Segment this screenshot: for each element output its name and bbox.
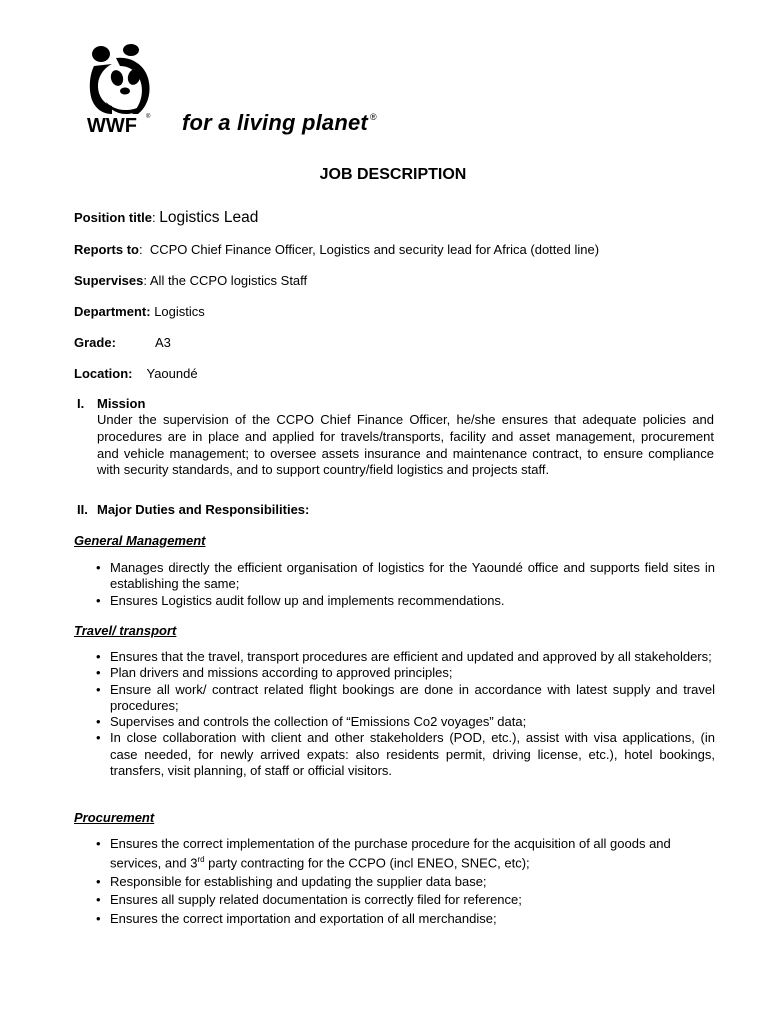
department-label: Department: (74, 304, 151, 319)
grade-label: Grade: (74, 335, 116, 350)
svg-text:®: ® (146, 114, 151, 120)
list-item: • Supervises and controls the collection of “Emissions Co2 voyages” data; (96, 714, 527, 730)
bullet-icon: • (96, 665, 101, 681)
list-item: • Ensures the correct implementation of the purchase procedure for the acquisition of all goods and services, and 3rd party contracting for the CCPO (incl ENEO, SNEC, etc); (96, 836, 671, 871)
bullet-icon: • (96, 873, 101, 889)
registered-mark: ® (369, 112, 377, 122)
grade-value: A3 (155, 335, 171, 350)
reports-to-field: Reports to: CCPO Chief Finance Officer, Logistics and security lead for Africa (dotted line) (74, 242, 600, 257)
position-field: Position title: Logistics Lead (74, 209, 259, 226)
bullet-icon: • (96, 592, 101, 608)
bullet-icon: • (96, 892, 101, 908)
section-heading-mission (77, 396, 145, 411)
procurement-list (96, 836, 715, 929)
list-item: • Ensures that the travel, transport procedures are efficient and updated and approved by all stakeholders; (96, 649, 712, 664)
list-item: • Ensures Logistics audit follow up and implements recommendations. (96, 592, 505, 608)
section-number: I. (77, 396, 85, 411)
position-label: Position title (74, 210, 152, 225)
travel-transport-list (96, 649, 715, 779)
bullet-icon: • (96, 714, 101, 730)
supervises-field: Supervises: All the CCPO logistics Staff (74, 273, 308, 288)
bullet-icon: • (96, 681, 101, 697)
list-item: • Responsible for establishing and updating the supplier data base; (96, 873, 487, 889)
position-value: Logistics Lead (159, 209, 259, 226)
location-value: Yaoundé (146, 366, 198, 381)
section-heading-duties (77, 502, 309, 517)
tagline: for a living planet ® (182, 110, 377, 135)
bullet-icon: • (96, 560, 101, 575)
reports-to-label: Reports to (74, 242, 139, 257)
location-label: Location: (74, 366, 133, 381)
section-number: II. (77, 502, 88, 517)
list-item: • Manages directly the efficient organisation of logistics for the Yaoundé office and supports field sites in establishing the same; (96, 560, 715, 592)
bullet-icon: • (96, 649, 101, 664)
reports-to-value: CCPO Chief Finance Officer, Logistics and security lead for Africa (dotted line) (149, 242, 600, 257)
section-title: Major Duties and Responsibilities: (97, 502, 310, 517)
general-management-list (96, 560, 715, 609)
location-field (74, 366, 198, 381)
department-field (74, 304, 205, 319)
wwf-panda-logo (86, 44, 156, 136)
list-item: • Ensures the correct importation and exportation of all merchandise; (96, 910, 497, 926)
list-item: • Plan drivers and missions according to approved principles; (96, 665, 453, 681)
mission-text: Under the supervision of the CCPO Chief Finance Officer, he/she ensures that adequate policies and procedures are in place and applied for travels/transports, facility and asset management, procurement and vehicle management; to oversee assets insurance and maintenance contract, to ensure compliance with security standards, and to support country/field logistics and projects staff. (97, 412, 714, 478)
department-value: Logistics (154, 304, 205, 319)
section-title: Mission (97, 396, 146, 411)
subheading-procurement: Procurement (74, 810, 155, 825)
svg-text:WWF: WWF (87, 115, 137, 136)
list-item: • Ensure all work/ contract related flight bookings are done in accordance with latest supply and travel procedures; (96, 681, 715, 713)
supervises-value: All the CCPO logistics Staff (149, 273, 308, 288)
bullet-icon: • (96, 836, 101, 851)
list-item: • In close collaboration with client and other stakeholders (POD, etc.), assist with visa applications, (in case needed, for newly arrived expats: also residents permit, driving license, etc.), hotel bookings, transfers, visit planning, of staff or official visitors. (96, 730, 715, 779)
page-title: JOB DESCRIPTION (319, 166, 467, 183)
subheading-travel-transport: Travel/ transport (74, 623, 177, 638)
list-item: • Ensures all supply related documentation is correctly filed for reference; (96, 892, 522, 908)
subheading-general-management: General Management (74, 533, 206, 548)
bullet-icon: • (96, 910, 101, 926)
bullet-icon: • (96, 730, 101, 746)
grade-field (74, 335, 171, 350)
supervises-label: Supervises (74, 273, 144, 288)
